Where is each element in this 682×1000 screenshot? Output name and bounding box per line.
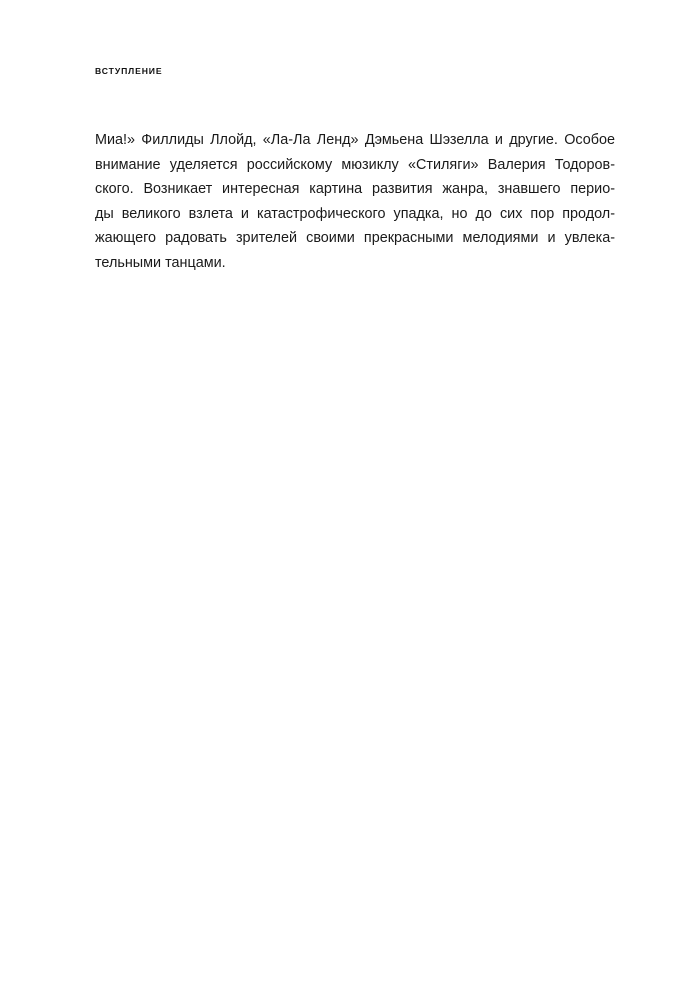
running-head: ВСТУПЛЕНИЕ (95, 66, 163, 76)
paragraph-line: ды великого взлета и катастрофического упадка, но до сих пор продол- (95, 205, 615, 222)
paragraph-line: ского. Возникает интересная картина развития жанра, знавшего перио- (95, 181, 615, 197)
body-paragraph (95, 128, 615, 275)
paragraph-line: жающего радовать зрителей своими прекрасными мелодиями и увлека- (95, 230, 615, 246)
paragraph-line: внимание уделяется российскому мюзиклу «Стиляги» Валерия Тодоров- (95, 156, 615, 173)
paragraph-line: Миа!» Филлиды Ллойд, «Ла-Ла Ленд» Дэмьена Шэзелла и другие. Особое (95, 132, 615, 148)
paragraph-line: тельными танцами. (95, 254, 226, 271)
